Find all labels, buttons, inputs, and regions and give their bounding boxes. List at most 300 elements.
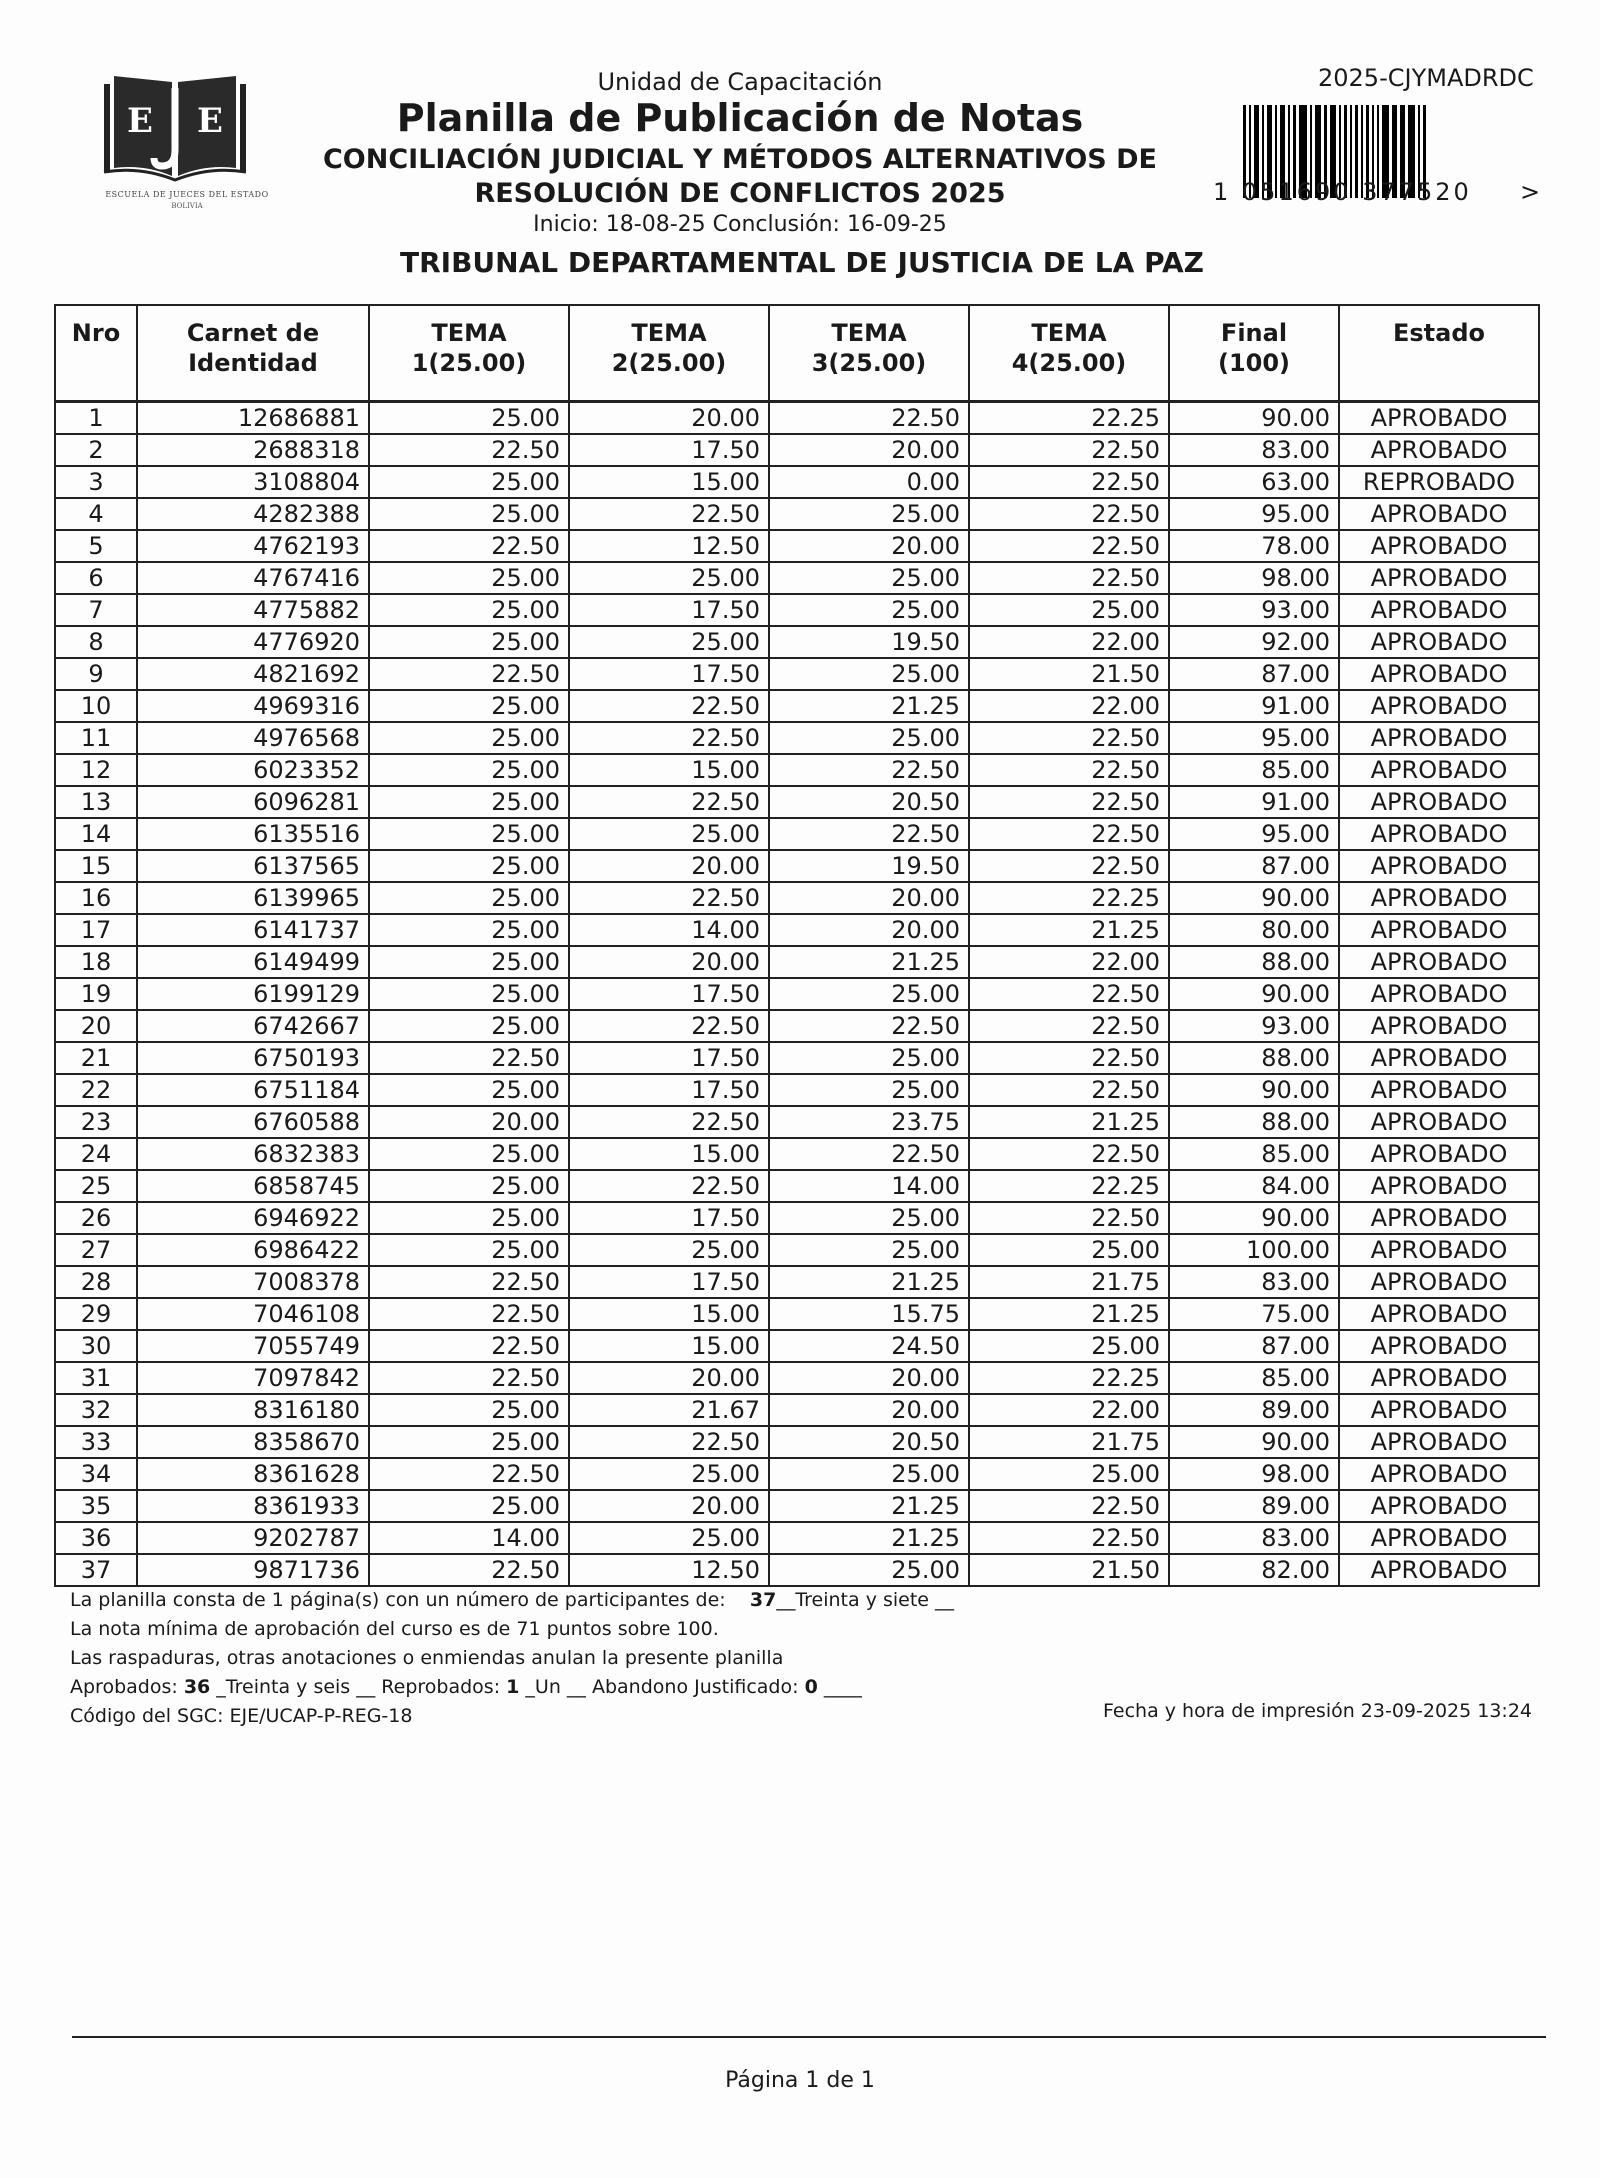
cell-tema-4: 22.00 <box>969 626 1169 658</box>
cell-tema-3: 24.50 <box>769 1330 969 1362</box>
cell-tema-4: 22.00 <box>969 1394 1169 1426</box>
cell-carnet: 6858745 <box>137 1170 369 1202</box>
table-row <box>55 1458 1539 1490</box>
cell-final: 95.00 <box>1169 722 1339 754</box>
cell-tema-3: 25.00 <box>769 1074 969 1106</box>
cell-final: 93.00 <box>1169 594 1339 626</box>
table-row <box>55 466 1539 498</box>
cell-tema-1: 22.50 <box>369 1362 569 1394</box>
cell-final: 78.00 <box>1169 530 1339 562</box>
table-row <box>55 1522 1539 1554</box>
table-row <box>55 402 1539 435</box>
cell-tema-3: 25.00 <box>769 1554 969 1586</box>
cell-carnet: 6137565 <box>137 850 369 882</box>
participants-count: 37 <box>749 1589 777 1611</box>
cell-nro: 30 <box>55 1330 137 1362</box>
cell-carnet: 4776920 <box>137 626 369 658</box>
cell-carnet: 6141737 <box>137 914 369 946</box>
cell-carnet: 8358670 <box>137 1426 369 1458</box>
footer-divider <box>72 2036 1546 2038</box>
table-row <box>55 1202 1539 1234</box>
cell-nro: 15 <box>55 850 137 882</box>
cell-carnet: 4767416 <box>137 562 369 594</box>
cell-tema-1: 25.00 <box>369 1426 569 1458</box>
cell-tema-4: 22.00 <box>969 946 1169 978</box>
cell-final: 85.00 <box>1169 1362 1339 1394</box>
cell-tema-4: 25.00 <box>969 1458 1169 1490</box>
cell-tema-4: 22.50 <box>969 434 1169 466</box>
cell-tema-1: 22.50 <box>369 1330 569 1362</box>
cell-nro: 29 <box>55 1298 137 1330</box>
page-number: Página 1 de 1 <box>725 2068 875 2093</box>
cell-tema-1: 25.00 <box>369 466 569 498</box>
erasure-warning: Las raspaduras, otras anotaciones o enmiendas anulan la presente planilla <box>70 1647 784 1669</box>
svg-text:E: E <box>197 101 223 141</box>
table-row <box>55 626 1539 658</box>
cell-carnet: 7097842 <box>137 1362 369 1394</box>
cell-tema-4: 22.50 <box>969 1138 1169 1170</box>
cell-final: 88.00 <box>1169 1106 1339 1138</box>
cell-final: 63.00 <box>1169 466 1339 498</box>
cell-nro: 21 <box>55 1042 137 1074</box>
table-row <box>55 754 1539 786</box>
cell-tema-1: 25.00 <box>369 626 569 658</box>
cell-tema-3: 23.75 <box>769 1106 969 1138</box>
cell-tema-3: 19.50 <box>769 850 969 882</box>
cell-nro: 5 <box>55 530 137 562</box>
cell-carnet: 4282388 <box>137 498 369 530</box>
cell-nro: 31 <box>55 1362 137 1394</box>
cell-tema-2: 20.00 <box>569 1362 769 1394</box>
open-book-logo-icon <box>100 72 250 182</box>
cell-tema-3: 20.00 <box>769 530 969 562</box>
cell-tema-1: 25.00 <box>369 594 569 626</box>
failed-count: 1 <box>506 1676 520 1698</box>
cell-final: 85.00 <box>1169 754 1339 786</box>
cell-estado: APROBADO <box>1339 626 1539 658</box>
cell-final: 87.00 <box>1169 658 1339 690</box>
cell-tema-3: 21.25 <box>769 946 969 978</box>
cell-tema-2: 17.50 <box>569 978 769 1010</box>
cell-tema-2: 22.50 <box>569 882 769 914</box>
cell-carnet: 4821692 <box>137 658 369 690</box>
table-row <box>55 1554 1539 1586</box>
cell-tema-4: 21.50 <box>969 1554 1169 1586</box>
cell-tema-2: 25.00 <box>569 1234 769 1266</box>
cell-tema-3: 21.25 <box>769 1266 969 1298</box>
cell-tema-1: 25.00 <box>369 498 569 530</box>
cell-tema-1: 25.00 <box>369 754 569 786</box>
cell-tema-4: 22.25 <box>969 1362 1169 1394</box>
header-final: Final (100) <box>1169 305 1339 402</box>
cell-tema-1: 25.00 <box>369 1202 569 1234</box>
page-title: Planilla de Publicación de Notas <box>396 96 1084 140</box>
results-summary: Aprobados: 36 _Treinta y seis __ Reprobados: 1 _Un __ Abandono Justificado: 0 ____ <box>70 1676 862 1698</box>
cell-carnet: 12686881 <box>137 402 369 435</box>
cell-estado: APROBADO <box>1339 1138 1539 1170</box>
cell-carnet: 6139965 <box>137 882 369 914</box>
cell-estado: APROBADO <box>1339 1010 1539 1042</box>
summary-notes <box>70 1586 954 1731</box>
cell-tema-2: 15.00 <box>569 754 769 786</box>
table-row <box>55 690 1539 722</box>
cell-carnet: 6135516 <box>137 818 369 850</box>
table-row <box>55 1074 1539 1106</box>
cell-tema-2: 17.50 <box>569 1042 769 1074</box>
grades-table-body <box>55 402 1539 1587</box>
cell-estado: APROBADO <box>1339 1298 1539 1330</box>
cell-tema-2: 17.50 <box>569 594 769 626</box>
cell-tema-3: 20.50 <box>769 1426 969 1458</box>
logo-caption-country: BOLIVIA <box>171 202 203 210</box>
cell-tema-3: 21.25 <box>769 690 969 722</box>
cell-tema-1: 25.00 <box>369 722 569 754</box>
cell-tema-3: 20.00 <box>769 882 969 914</box>
cell-tema-2: 17.50 <box>569 1074 769 1106</box>
table-row <box>55 1010 1539 1042</box>
min-grade-line: La nota mínima de aprobación del curso es de 71 puntos sobre 100. <box>70 1618 719 1640</box>
cell-tema-2: 25.00 <box>569 1458 769 1490</box>
cell-tema-1: 22.50 <box>369 1042 569 1074</box>
cell-final: 90.00 <box>1169 1426 1339 1458</box>
cell-tema-4: 22.50 <box>969 850 1169 882</box>
cell-tema-4: 25.00 <box>969 594 1169 626</box>
cell-tema-4: 22.25 <box>969 882 1169 914</box>
cell-estado: APROBADO <box>1339 434 1539 466</box>
logo-caption: ESCUELA DE JUECES DEL ESTADO <box>105 190 269 199</box>
cell-estado: APROBADO <box>1339 562 1539 594</box>
cell-tema-4: 25.00 <box>969 1234 1169 1266</box>
table-row <box>55 786 1539 818</box>
cell-estado: APROBADO <box>1339 1394 1539 1426</box>
cell-tema-3: 20.00 <box>769 1362 969 1394</box>
cell-tema-3: 25.00 <box>769 722 969 754</box>
cell-nro: 17 <box>55 914 137 946</box>
cell-tema-2: 22.50 <box>569 722 769 754</box>
cell-nro: 33 <box>55 1426 137 1458</box>
cell-estado: APROBADO <box>1339 658 1539 690</box>
cell-carnet: 9202787 <box>137 1522 369 1554</box>
cell-tema-3: 22.50 <box>769 754 969 786</box>
cell-tema-4: 21.75 <box>969 1266 1169 1298</box>
unit-name: Unidad de Capacitación <box>597 68 883 96</box>
cell-tema-2: 25.00 <box>569 818 769 850</box>
cell-tema-3: 22.50 <box>769 402 969 435</box>
cell-estado: APROBADO <box>1339 1074 1539 1106</box>
cell-estado: APROBADO <box>1339 786 1539 818</box>
cell-tema-2: 20.00 <box>569 402 769 435</box>
cell-tema-4: 22.50 <box>969 466 1169 498</box>
cell-tema-2: 12.50 <box>569 1554 769 1586</box>
cell-final: 84.00 <box>1169 1170 1339 1202</box>
cell-tema-2: 22.50 <box>569 1106 769 1138</box>
cell-final: 82.00 <box>1169 1554 1339 1586</box>
cell-tema-4: 22.50 <box>969 786 1169 818</box>
cell-tema-1: 25.00 <box>369 1010 569 1042</box>
cell-tema-2: 22.50 <box>569 690 769 722</box>
cell-nro: 9 <box>55 658 137 690</box>
cell-final: 100.00 <box>1169 1234 1339 1266</box>
table-row <box>55 914 1539 946</box>
cell-final: 95.00 <box>1169 498 1339 530</box>
header-nro: Nro <box>55 305 137 402</box>
cell-tema-3: 15.75 <box>769 1298 969 1330</box>
cell-nro: 6 <box>55 562 137 594</box>
cell-estado: APROBADO <box>1339 1458 1539 1490</box>
cell-tema-1: 20.00 <box>369 1106 569 1138</box>
table-row <box>55 434 1539 466</box>
cell-estado: APROBADO <box>1339 978 1539 1010</box>
table-row <box>55 1362 1539 1394</box>
cell-tema-2: 17.50 <box>569 658 769 690</box>
cell-tema-4: 22.50 <box>969 1074 1169 1106</box>
cell-tema-2: 22.50 <box>569 1426 769 1458</box>
cell-nro: 35 <box>55 1490 137 1522</box>
cell-tema-1: 14.00 <box>369 1522 569 1554</box>
cell-tema-2: 21.67 <box>569 1394 769 1426</box>
print-timestamp: Fecha y hora de impresión 23-09-2025 13:24 <box>1103 1700 1533 1722</box>
cell-tema-4: 22.50 <box>969 818 1169 850</box>
table-row <box>55 594 1539 626</box>
abandon-count: 0 <box>804 1676 818 1698</box>
cell-tema-2: 20.00 <box>569 1490 769 1522</box>
cell-nro: 18 <box>55 946 137 978</box>
cell-estado: APROBADO <box>1339 946 1539 978</box>
cell-tema-1: 25.00 <box>369 914 569 946</box>
table-row <box>55 1042 1539 1074</box>
cell-nro: 36 <box>55 1522 137 1554</box>
cell-tema-4: 21.50 <box>969 658 1169 690</box>
table-row <box>55 498 1539 530</box>
course-title-line1: CONCILIACIÓN JUDICIAL Y MÉTODOS ALTERNATIVOS DE <box>322 144 1158 175</box>
cell-tema-2: 12.50 <box>569 530 769 562</box>
cell-tema-1: 25.00 <box>369 850 569 882</box>
cell-tema-2: 15.00 <box>569 1138 769 1170</box>
cell-estado: APROBADO <box>1339 1490 1539 1522</box>
cell-tema-3: 25.00 <box>769 562 969 594</box>
cell-nro: 13 <box>55 786 137 818</box>
svg-text:E: E <box>127 101 153 141</box>
cell-nro: 22 <box>55 1074 137 1106</box>
cell-tema-2: 25.00 <box>569 1522 769 1554</box>
participants-line: La planilla consta de 1 página(s) con un número de participantes de: 37__Treinta y siete __ <box>70 1589 955 1611</box>
cell-final: 83.00 <box>1169 1522 1339 1554</box>
cell-tema-4: 22.50 <box>969 722 1169 754</box>
cell-tema-1: 25.00 <box>369 690 569 722</box>
cell-carnet: 7008378 <box>137 1266 369 1298</box>
cell-carnet: 4969316 <box>137 690 369 722</box>
cell-tema-3: 25.00 <box>769 594 969 626</box>
cell-tema-2: 15.00 <box>569 1298 769 1330</box>
cell-estado: APROBADO <box>1339 1170 1539 1202</box>
cell-tema-1: 25.00 <box>369 1074 569 1106</box>
cell-estado: APROBADO <box>1339 1554 1539 1586</box>
cell-tema-3: 21.25 <box>769 1522 969 1554</box>
cell-nro: 7 <box>55 594 137 626</box>
course-dates: Inicio: 18-08-25 Conclusión: 16-09-25 <box>533 212 947 237</box>
cell-carnet: 6023352 <box>137 754 369 786</box>
cell-tema-2: 22.50 <box>569 1170 769 1202</box>
cell-tema-4: 22.50 <box>969 1010 1169 1042</box>
cell-tema-4: 22.50 <box>969 978 1169 1010</box>
cell-nro: 25 <box>55 1170 137 1202</box>
table-row <box>55 850 1539 882</box>
table-row <box>55 1330 1539 1362</box>
table-row <box>55 722 1539 754</box>
grades-table <box>54 304 1540 1587</box>
cell-nro: 27 <box>55 1234 137 1266</box>
cell-tema-4: 22.50 <box>969 1522 1169 1554</box>
table-row <box>55 530 1539 562</box>
cell-tema-1: 22.50 <box>369 434 569 466</box>
cell-tema-1: 22.50 <box>369 658 569 690</box>
cell-estado: APROBADO <box>1339 914 1539 946</box>
cell-nro: 23 <box>55 1106 137 1138</box>
cell-final: 90.00 <box>1169 882 1339 914</box>
cell-tema-3: 22.50 <box>769 1138 969 1170</box>
cell-final: 90.00 <box>1169 1202 1339 1234</box>
cell-nro: 14 <box>55 818 137 850</box>
cell-tema-4: 22.00 <box>969 690 1169 722</box>
cell-estado: APROBADO <box>1339 882 1539 914</box>
table-row <box>55 562 1539 594</box>
barcode-digits: 1 051690 377520 <box>1213 178 1472 206</box>
header-tema-3: TEMA 3(25.00) <box>769 305 969 402</box>
cell-carnet: 6751184 <box>137 1074 369 1106</box>
cell-final: 90.00 <box>1169 978 1339 1010</box>
table-row <box>55 882 1539 914</box>
cell-nro: 32 <box>55 1394 137 1426</box>
cell-tema-1: 25.00 <box>369 1170 569 1202</box>
cell-estado: APROBADO <box>1339 402 1539 435</box>
cell-carnet: 6832383 <box>137 1138 369 1170</box>
cell-carnet: 6750193 <box>137 1042 369 1074</box>
cell-tema-4: 25.00 <box>969 1330 1169 1362</box>
cell-tema-3: 22.50 <box>769 1010 969 1042</box>
cell-nro: 2 <box>55 434 137 466</box>
tribunal-name: TRIBUNAL DEPARTAMENTAL DE JUSTICIA DE LA PAZ <box>400 246 1204 279</box>
cell-tema-1: 22.50 <box>369 1554 569 1586</box>
cell-tema-2: 17.50 <box>569 1266 769 1298</box>
cell-carnet: 7046108 <box>137 1298 369 1330</box>
cell-tema-1: 25.00 <box>369 1138 569 1170</box>
cell-tema-1: 22.50 <box>369 1266 569 1298</box>
cell-estado: REPROBADO <box>1339 466 1539 498</box>
table-row <box>55 1490 1539 1522</box>
cell-tema-1: 25.00 <box>369 786 569 818</box>
cell-carnet: 2688318 <box>137 434 369 466</box>
course-title-line2: RESOLUCIÓN DE CONFLICTOS 2025 <box>474 178 1006 209</box>
cell-carnet: 6946922 <box>137 1202 369 1234</box>
cell-carnet: 4775882 <box>137 594 369 626</box>
cell-estado: APROBADO <box>1339 690 1539 722</box>
cell-tema-1: 22.50 <box>369 1458 569 1490</box>
cell-tema-4: 21.25 <box>969 1106 1169 1138</box>
cell-carnet: 3108804 <box>137 466 369 498</box>
cell-tema-1: 22.50 <box>369 530 569 562</box>
document-code: 2025-CJYMADRDC <box>1318 64 1534 92</box>
cell-tema-3: 25.00 <box>769 1234 969 1266</box>
cell-final: 89.00 <box>1169 1394 1339 1426</box>
cell-estado: APROBADO <box>1339 1266 1539 1298</box>
cell-final: 90.00 <box>1169 1074 1339 1106</box>
cell-tema-4: 22.25 <box>969 402 1169 435</box>
cell-tema-1: 25.00 <box>369 1394 569 1426</box>
cell-tema-2: 22.50 <box>569 786 769 818</box>
cell-estado: APROBADO <box>1339 850 1539 882</box>
cell-final: 92.00 <box>1169 626 1339 658</box>
cell-final: 88.00 <box>1169 946 1339 978</box>
cell-estado: APROBADO <box>1339 1362 1539 1394</box>
table-row <box>55 946 1539 978</box>
cell-estado: APROBADO <box>1339 1234 1539 1266</box>
cell-nro: 4 <box>55 498 137 530</box>
cell-nro: 26 <box>55 1202 137 1234</box>
cell-tema-4: 22.25 <box>969 1170 1169 1202</box>
cell-estado: APROBADO <box>1339 1042 1539 1074</box>
cell-final: 98.00 <box>1169 562 1339 594</box>
cell-final: 87.00 <box>1169 1330 1339 1362</box>
cell-tema-1: 25.00 <box>369 562 569 594</box>
cell-carnet: 8361933 <box>137 1490 369 1522</box>
cell-carnet: 6199129 <box>137 978 369 1010</box>
cell-estado: APROBADO <box>1339 754 1539 786</box>
cell-estado: APROBADO <box>1339 530 1539 562</box>
cell-final: 87.00 <box>1169 850 1339 882</box>
cell-tema-2: 25.00 <box>569 562 769 594</box>
cell-estado: APROBADO <box>1339 1202 1539 1234</box>
cell-final: 80.00 <box>1169 914 1339 946</box>
cell-final: 83.00 <box>1169 1266 1339 1298</box>
cell-tema-4: 21.25 <box>969 914 1169 946</box>
table-header-row <box>55 305 1539 402</box>
table-row <box>55 978 1539 1010</box>
table-row <box>55 1394 1539 1426</box>
cell-tema-4: 22.50 <box>969 1202 1169 1234</box>
cell-estado: APROBADO <box>1339 498 1539 530</box>
cell-tema-3: 25.00 <box>769 498 969 530</box>
cell-final: 95.00 <box>1169 818 1339 850</box>
cell-nro: 28 <box>55 1266 137 1298</box>
table-row <box>55 1266 1539 1298</box>
cell-tema-3: 21.25 <box>769 1490 969 1522</box>
cell-carnet: 9871736 <box>137 1554 369 1586</box>
cell-tema-4: 22.50 <box>969 530 1169 562</box>
cell-final: 88.00 <box>1169 1042 1339 1074</box>
cell-final: 93.00 <box>1169 1010 1339 1042</box>
cell-tema-3: 25.00 <box>769 658 969 690</box>
cell-nro: 1 <box>55 402 137 435</box>
cell-tema-1: 25.00 <box>369 818 569 850</box>
cell-final: 85.00 <box>1169 1138 1339 1170</box>
barcode-arrow: > <box>1520 178 1541 206</box>
approved-count: 36 <box>183 1676 211 1698</box>
cell-tema-2: 15.00 <box>569 1330 769 1362</box>
table-row <box>55 1234 1539 1266</box>
cell-final: 75.00 <box>1169 1298 1339 1330</box>
cell-nro: 20 <box>55 1010 137 1042</box>
table-row <box>55 658 1539 690</box>
cell-tema-4: 22.50 <box>969 1490 1169 1522</box>
cell-estado: APROBADO <box>1339 1106 1539 1138</box>
table-row <box>55 1138 1539 1170</box>
header-tema-2: TEMA 2(25.00) <box>569 305 769 402</box>
cell-tema-4: 22.50 <box>969 1042 1169 1074</box>
cell-nro: 16 <box>55 882 137 914</box>
cell-nro: 8 <box>55 626 137 658</box>
eje-logo <box>92 68 282 218</box>
cell-tema-1: 25.00 <box>369 1234 569 1266</box>
